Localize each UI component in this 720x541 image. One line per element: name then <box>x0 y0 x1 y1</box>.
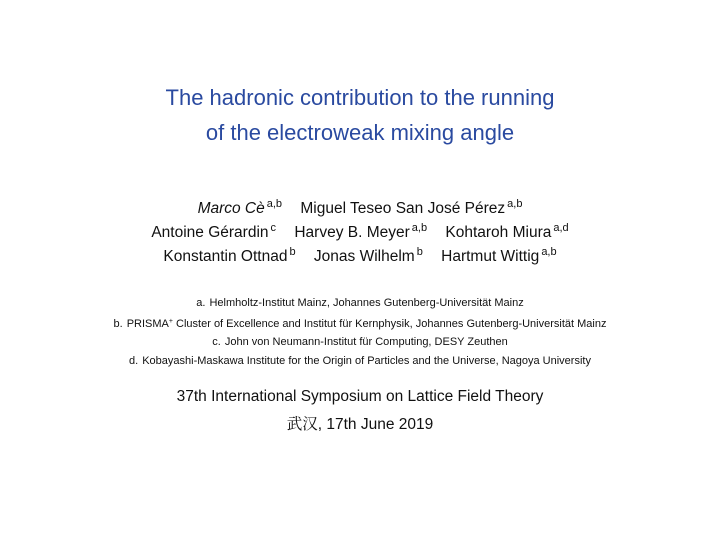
author <box>163 246 295 266</box>
author-name: Hartmut Wittig <box>441 248 540 265</box>
author <box>314 246 423 266</box>
author-row <box>0 198 720 218</box>
author-affiliation-marker: a,d <box>553 222 569 234</box>
author-name: Harvey B. Meyer <box>294 224 410 241</box>
affiliation-superscript: + <box>168 317 173 325</box>
author-affiliation-marker: a,b <box>507 198 523 210</box>
affiliation-item <box>0 313 720 334</box>
affiliation-text: John von Neumann-Institut für Computing, DESY Zeuthen <box>224 336 508 348</box>
author-row <box>0 246 720 266</box>
affiliation-list <box>0 294 720 370</box>
author <box>441 246 556 266</box>
author-affiliation-marker: a,b <box>266 198 283 210</box>
affiliation-text-rest: Cluster of Excellence and Institut für Kernphysik, Johannes Gutenberg-Universität Mainz <box>172 317 607 330</box>
affiliation-key: c. <box>212 336 221 348</box>
author-name: Konstantin Ottnad <box>163 248 288 265</box>
slide-title-line-2: of the electroweak mixing angle <box>205 120 515 145</box>
affiliation-item <box>0 352 720 371</box>
author-name: Marco Cè <box>197 200 265 217</box>
author-name: Kohtaroh Miura <box>445 224 552 241</box>
author-name: Antoine Gérardin <box>151 224 269 241</box>
author-affiliation-marker: b <box>289 246 296 258</box>
affiliation-text: Helmholtz-Institut Mainz, Johannes Gutenberg-Universität Mainz <box>209 297 524 309</box>
author <box>151 222 276 242</box>
conference-place-date: 武汉, 17th June 2019 <box>286 416 434 433</box>
author <box>445 222 568 242</box>
affiliation-key: a. <box>196 297 206 309</box>
affiliation-item <box>0 294 720 313</box>
affiliation-key: d. <box>129 354 139 367</box>
conference-name: 37th International Symposium on Lattice Field Theory <box>176 388 544 405</box>
author-name: Miguel Teseo San José Pérez <box>300 200 506 217</box>
affiliation-item <box>0 333 720 352</box>
slide-title-line-1: The hadronic contribution to the running <box>165 85 555 110</box>
author-affiliation-marker: b <box>416 246 423 258</box>
author <box>294 222 427 242</box>
author-name: Jonas Wilhelm <box>313 248 415 265</box>
affiliation-text: PRISMA <box>126 317 169 330</box>
author-affiliation-marker: a,b <box>411 222 428 234</box>
author <box>300 198 522 218</box>
author-affiliation-marker: a,b <box>541 246 557 258</box>
affiliation-key: b. <box>113 317 123 330</box>
affiliation-text: Kobayashi-Maskawa Institute for the Origin of Particles and the Universe, Nagoya University <box>142 354 591 367</box>
author-row <box>0 222 720 242</box>
author <box>198 198 282 218</box>
author-affiliation-marker: c <box>270 222 277 234</box>
